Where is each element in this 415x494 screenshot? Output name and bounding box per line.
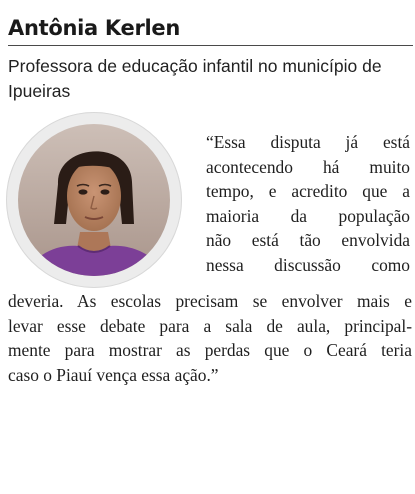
quote-text-bottom bbox=[8, 289, 412, 387]
quote-text-top bbox=[206, 130, 410, 277]
portrait-photo bbox=[18, 124, 170, 276]
quote-line: nessa discussão como bbox=[206, 254, 410, 275]
quote-line: “Essa disputa já está bbox=[206, 132, 410, 152]
quote-line: não está tão envolvida bbox=[206, 230, 410, 250]
right-eye bbox=[101, 189, 110, 194]
quote-line: tempo, e acredito que a bbox=[206, 181, 410, 201]
profile-name: Antônia Kerlen bbox=[8, 16, 180, 40]
portrait-illustration bbox=[18, 124, 170, 276]
quote-line: deveria. As escolas precisam se envolver mais e bbox=[8, 291, 412, 311]
title-divider bbox=[8, 45, 413, 46]
quote-line: levar esse debate para a sala de aula, principal- bbox=[8, 315, 412, 336]
quote-line: acontecendo há muito bbox=[206, 156, 410, 177]
portrait-frame bbox=[6, 112, 182, 288]
quote-line: mente para mostrar as perdas que o Ceará teria bbox=[8, 340, 412, 360]
quote-line: maioria da população bbox=[206, 205, 410, 226]
left-eye bbox=[79, 189, 88, 194]
quote-line: caso o Piauí vença essa ação.” bbox=[8, 364, 219, 385]
profile-role: Professora de educação infantil no município de Ipueiras bbox=[8, 56, 382, 101]
